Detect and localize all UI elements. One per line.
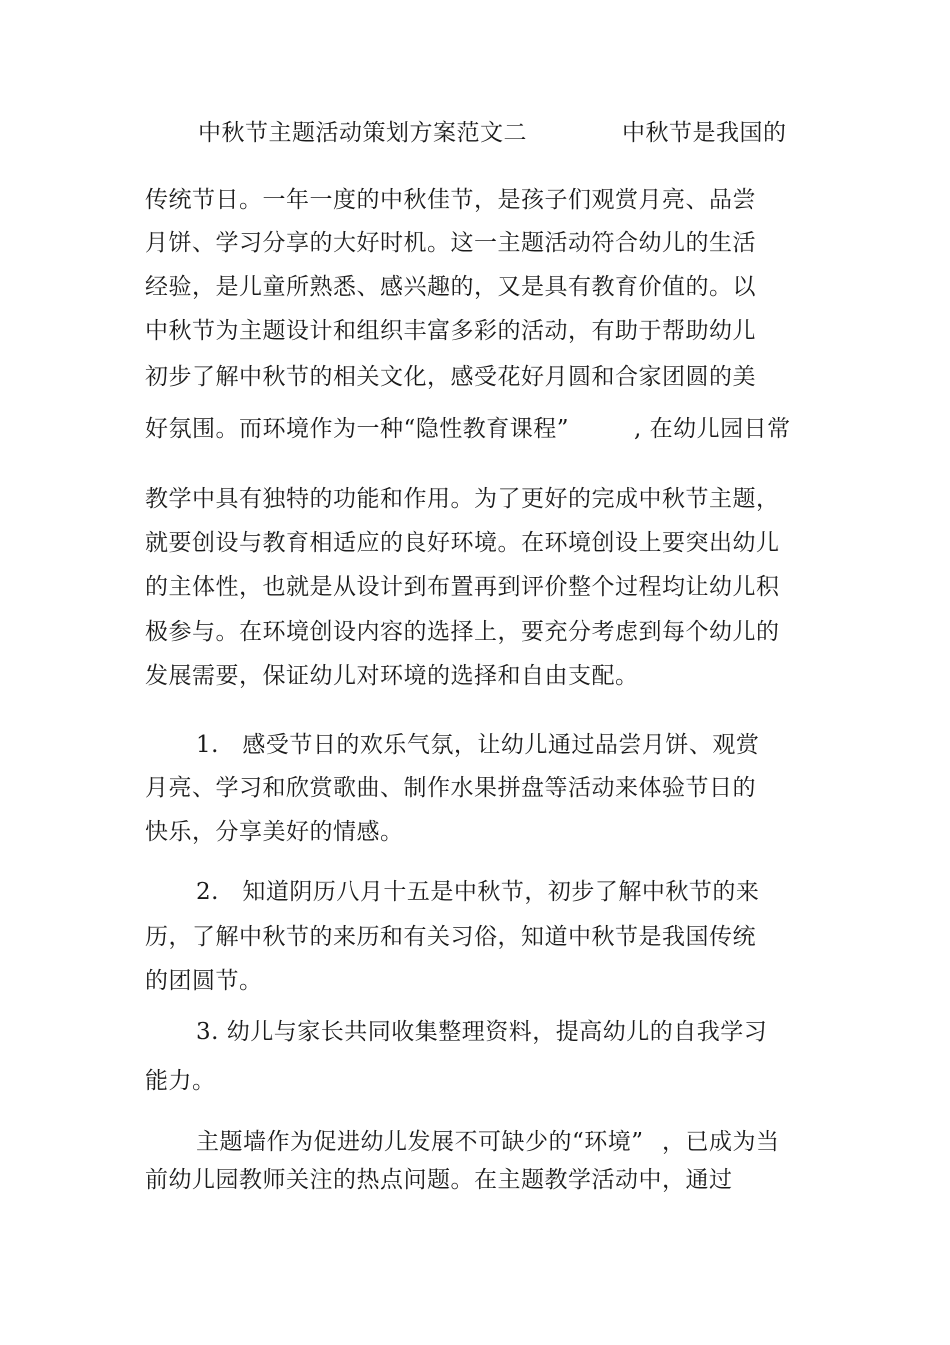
- env-line: 极参与。在环境创设内容的选择上，要充分考虑到每个幼儿的: [145, 619, 780, 645]
- goal-2-line: 历，了解中秋节的来历和有关习俗，知道中秋节是我国传统: [145, 924, 756, 950]
- goal-2-line: 的团圆节。: [145, 968, 263, 994]
- wall-line: 主题墙作为促进幼儿发展不可缺少的“环境”: [196, 1129, 644, 1155]
- intro-line: , 在幼儿园日常: [634, 416, 791, 442]
- env-line: 就要创设与教育相适应的良好环境。在环境创设上要突出幼儿: [145, 530, 780, 556]
- intro-line: 月饼、学习分享的大好时机。这一主题活动符合幼儿的生活: [145, 230, 756, 256]
- intro-line: 中秋节是我国的: [622, 120, 787, 146]
- goal-3-line: 3. 幼儿与家长共同收集整理资料，提高幼儿的自我学习: [196, 1019, 768, 1045]
- intro-line: 好氛围。而环境作为一种“隐性教育课程”: [145, 416, 570, 442]
- goal-1-line: 月亮、学习和欣赏歌曲、制作水果拼盘等活动来体验节日的: [145, 775, 756, 801]
- env-line: 的主体性，也就是从设计到布置再到评价整个过程均让幼儿积: [145, 574, 780, 600]
- goal-2-line: 2. 知道阴历八月十五是中秋节，初步了解中秋节的来: [196, 879, 760, 905]
- goal-1-line: 1. 感受节日的欢乐气氛，让幼儿通过品尝月饼、观赏: [196, 732, 760, 758]
- env-line: 教学中具有独特的功能和作用。为了更好的完成中秋节主题，: [145, 486, 780, 512]
- goal-3-line: 能力。: [145, 1068, 216, 1094]
- wall-line: ，已成为当: [662, 1129, 780, 1155]
- env-line: 发展需要，保证幼儿对环境的选择和自由支配。: [145, 663, 639, 689]
- wall-line: 前幼儿园教师关注的热点问题。在主题教学活动中，通过: [145, 1167, 733, 1193]
- intro-line: 初步了解中秋节的相关文化，感受花好月圆和合家团圆的美: [145, 364, 756, 390]
- goal-1-line: 快乐，分享美好的情感。: [145, 819, 404, 845]
- intro-line: 传统节日。一年一度的中秋佳节，是孩子们观赏月亮、品尝: [145, 187, 756, 213]
- intro-line: 经验，是儿童所熟悉、感兴趣的，又是具有教育价值的。以: [145, 274, 756, 300]
- document-title: 中秋节主题活动策划方案范文二: [198, 120, 527, 146]
- intro-line: 中秋节为主题设计和组织丰富多彩的活动，有助于帮助幼儿: [145, 318, 756, 344]
